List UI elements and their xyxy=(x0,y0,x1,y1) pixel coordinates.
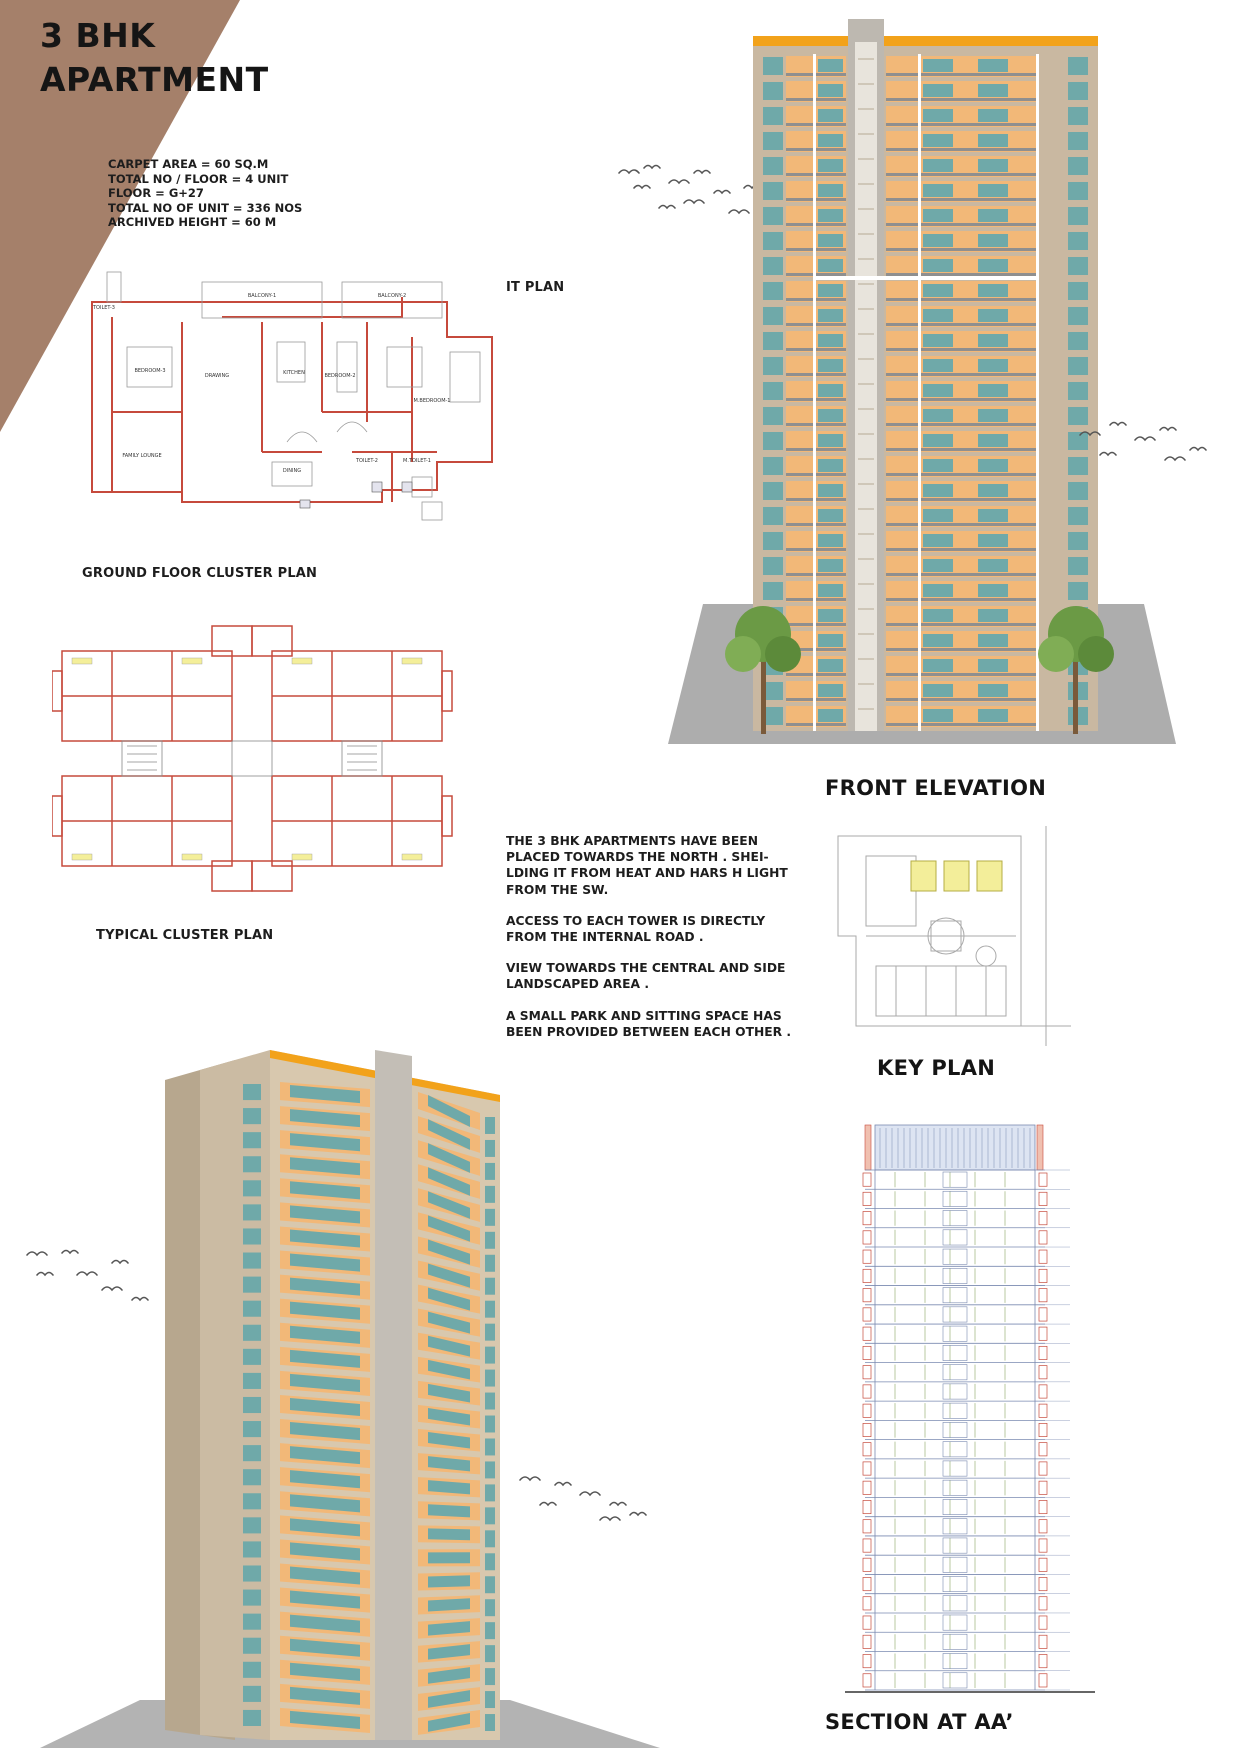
birds-decoration xyxy=(1075,410,1215,480)
room-family-lounge: FAMILY LOUNGE xyxy=(122,453,162,459)
birds-decoration xyxy=(515,1470,655,1540)
stat-floors: FLOOR = G+27 xyxy=(108,186,204,200)
title-line-2: APARTMENT xyxy=(40,60,269,99)
key-plan-drawing xyxy=(836,826,1076,1052)
section-floors xyxy=(863,1170,1070,1690)
front-elevation-drawing xyxy=(668,14,1176,744)
room-master-toilet-1: M.TOILET-1 xyxy=(403,458,431,464)
description-access: ACCESS TO EACH TOWER IS DIRECTLY FROM THE INTERNAL ROAD . xyxy=(506,913,766,945)
room-balcony-1: BALCONY-1 xyxy=(247,293,277,299)
title-line-1: 3 BHK xyxy=(40,16,156,55)
room-balcony-2: BALCONY-2 xyxy=(377,293,407,299)
description-park: A SMALL PARK AND SITTING SPACE HAS BEEN PROVIDED BETWEEN EACH OTHER . xyxy=(506,1008,792,1039)
project-stats xyxy=(108,157,302,230)
key-plan-label: KEY PLAN xyxy=(877,1056,996,1080)
ground-floor-cluster-label: GROUND FLOOR CLUSTER PLAN xyxy=(82,566,318,581)
section-label: SECTION AT AA’ xyxy=(825,1710,1014,1734)
design-description xyxy=(506,833,796,1055)
stat-units-per-floor: TOTAL NO / FLOOR = 4 UNIT xyxy=(108,171,289,186)
typical-cluster-plan xyxy=(52,616,454,906)
room-bedroom-2: BEDROOM-2 xyxy=(324,373,356,379)
description-view: VIEW TOWARDS THE CENTRAL AND SIDE LANDSCAPED AREA . xyxy=(506,961,786,992)
stat-height: ARCHIVED HEIGHT = 60 M xyxy=(108,215,277,229)
room-toilet-2: TOILET-2 xyxy=(356,458,378,464)
stat-carpet-area: CARPET AREA = 60 SQ.M xyxy=(108,157,269,171)
unit-floor-plan xyxy=(82,262,494,522)
unit-plan-label: IT PLAN xyxy=(506,280,565,295)
section-drawing xyxy=(845,1120,1095,1695)
description-orientation: THE 3 BHK APARTMENTS HAVE BEEN PLACED TOWARDS THE NORTH . SHEI-LDING IT FROM HEAT AND HARS H LIGHT FROM THE SW. xyxy=(506,834,788,897)
birds-decoration xyxy=(22,1245,162,1315)
stat-total-units: TOTAL NO OF UNIT = 336 NOS xyxy=(108,200,303,215)
page-title xyxy=(40,14,269,102)
room-dining: DINING xyxy=(282,468,302,474)
room-toilet-3: TOILET-3 xyxy=(93,305,115,311)
room-master-bedroom-1: M.BEDROOM-1 xyxy=(413,398,451,404)
room-bedroom-3: BEDROOM-3 xyxy=(134,368,166,374)
typical-cluster-label: TYPICAL CLUSTER PLAN xyxy=(96,928,274,943)
front-elevation-label: FRONT ELEVATION xyxy=(825,776,1047,800)
room-kitchen: KITCHEN xyxy=(283,370,305,376)
room-drawing: DRAWING xyxy=(204,373,230,379)
perspective-tower-drawing xyxy=(40,1040,660,1750)
